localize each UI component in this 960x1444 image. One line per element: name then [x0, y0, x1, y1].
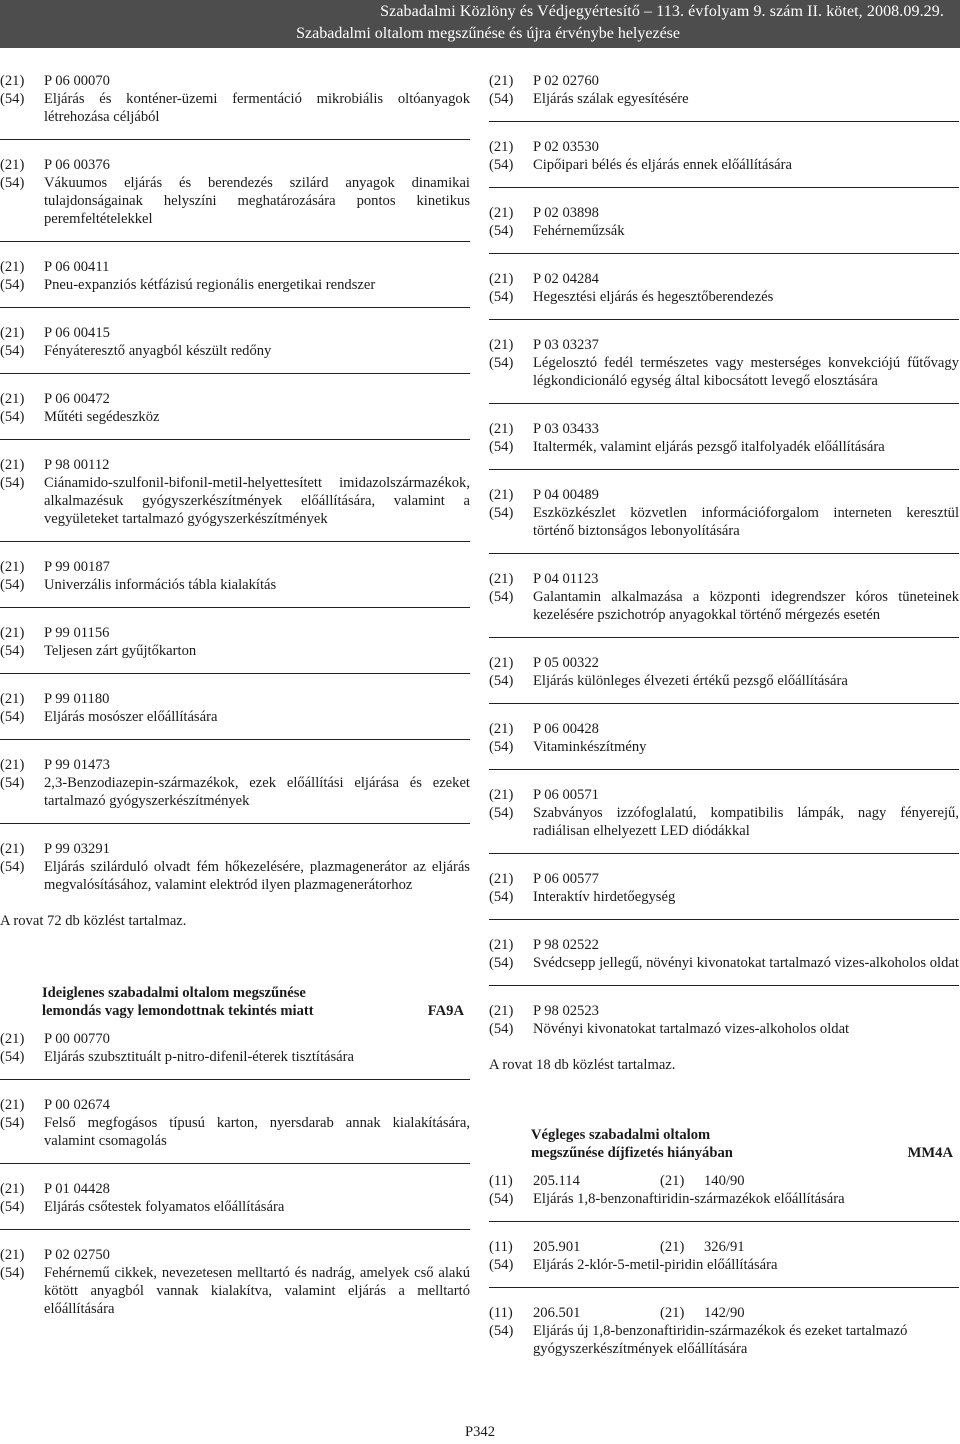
section-title	[42, 984, 470, 1020]
field-code: (21)	[660, 1305, 685, 1321]
field-code: (54)	[489, 889, 514, 905]
field-code: (11)	[489, 1239, 513, 1255]
field-value: Eljárás szubsztituált p-nitro-difenil-éterek tisztítására	[44, 1049, 354, 1065]
application-number: 140/90	[704, 1173, 745, 1189]
entry-line	[0, 1180, 470, 1198]
section-summary: A rovat 18 db közlést tartalmaz.	[489, 1057, 676, 1073]
separator-line	[489, 703, 959, 704]
field-value: Italtermék, valamint eljárás pezsgő italfolyadék előállítására	[533, 439, 885, 455]
field-value: Eljárás 2-klór-5-metil-piridin előállítására	[533, 1257, 778, 1273]
entry-line	[489, 570, 959, 588]
entry-line	[0, 1048, 470, 1066]
separator-line	[489, 319, 959, 320]
separator-line	[489, 769, 959, 770]
field-code: (21)	[489, 871, 514, 887]
field-code: (54)	[0, 409, 25, 425]
field-code: (21)	[660, 1239, 685, 1255]
field-code: (54)	[489, 1257, 514, 1273]
field-code: (21)	[489, 487, 514, 503]
field-value: P 06 00070	[44, 73, 110, 89]
entry-line	[0, 642, 470, 660]
field-code: (54)	[489, 805, 514, 821]
patent-entry	[489, 720, 959, 756]
field-value: Szabványos izzófoglalatú, kompatibilis lámpák, nagy fényerejű, radiálisan elhelyezett LED diódákkal	[533, 805, 959, 839]
field-code: (21)	[489, 937, 514, 953]
patent-entry	[0, 756, 470, 810]
field-code: (21)	[489, 73, 514, 89]
field-code: (54)	[489, 223, 514, 239]
field-code: (54)	[489, 589, 514, 605]
entry-line	[489, 738, 959, 756]
field-value: P 01 04428	[44, 1181, 110, 1197]
section-code: MM4A	[907, 1145, 953, 1161]
field-code: (21)	[489, 421, 514, 437]
field-code: (54)	[0, 643, 25, 659]
separator-line	[0, 541, 470, 542]
field-code: (11)	[489, 1305, 513, 1321]
separator-line	[0, 673, 470, 674]
field-value: P 98 02523	[533, 1003, 599, 1019]
separator-line	[0, 439, 470, 440]
patent-number: 205.114	[533, 1173, 580, 1189]
left-column	[0, 72, 470, 1318]
page-number: P342	[464, 1424, 495, 1440]
field-value: Vitaminkészítmény	[533, 739, 647, 755]
entry-line	[489, 786, 959, 804]
field-value: P 03 03237	[533, 337, 599, 353]
entry-line	[489, 156, 959, 174]
section-title-line1: Végleges szabadalmi oltalom	[531, 1127, 711, 1143]
field-value: Svédcsepp jellegű, növényi kivonatokat tartalmazó vizes-alkoholos oldat	[533, 955, 959, 971]
field-value: Interaktív hirdetőegység	[533, 889, 676, 905]
entry-line	[489, 1238, 959, 1256]
field-value: Eljárás csőtestek folyamatos előállítására	[44, 1199, 285, 1215]
field-code: (54)	[0, 1199, 25, 1215]
field-value: Teljesen zárt gyűjtőkarton	[44, 643, 197, 659]
section-title-line2: megszűnése díjfizetés hiányában	[531, 1145, 733, 1161]
field-value: P 02 02760	[533, 73, 599, 89]
entry-line	[489, 336, 959, 354]
entry-line	[0, 72, 470, 90]
section-title-line2: lemondás vagy lemondottnak tekintés miatt	[42, 1003, 314, 1019]
patent-entry	[0, 1180, 470, 1216]
application-number: 326/91	[704, 1239, 745, 1255]
patent-entry	[489, 486, 959, 540]
entry-line	[489, 870, 959, 888]
patent-entry	[0, 258, 470, 294]
patent-entry	[489, 786, 959, 840]
number-pair	[533, 1304, 745, 1322]
field-value: Fehérneműzsák	[533, 223, 625, 239]
field-value: P 06 00472	[44, 391, 110, 407]
field-value: P 99 01473	[44, 757, 110, 773]
patent-entry	[489, 1002, 959, 1038]
entry-line	[489, 936, 959, 954]
entry-line	[489, 954, 959, 972]
field-code: (21)	[489, 787, 514, 803]
field-code: (54)	[489, 439, 514, 455]
field-code: (54)	[0, 859, 25, 875]
separator-line	[0, 1229, 470, 1230]
patent-entry	[0, 558, 470, 594]
field-code: (54)	[0, 91, 25, 107]
field-code: (54)	[0, 577, 25, 593]
field-value: P 04 01123	[533, 571, 599, 587]
entry-line	[489, 1190, 959, 1208]
field-value: P 99 01156	[44, 625, 110, 641]
entry-line	[489, 420, 959, 438]
journal-title: Szabadalmi Közlöny és Védjegyértesítő – 113. évfolyam 9. szám II. kötet, 2008.09.29.	[380, 3, 944, 20]
field-code: (54)	[0, 1115, 25, 1131]
separator-line	[489, 985, 959, 986]
field-code: (21)	[0, 325, 25, 341]
separator-line	[489, 637, 959, 638]
field-code: (54)	[0, 775, 25, 791]
entry-line	[0, 708, 470, 726]
entry-line	[489, 1304, 959, 1322]
section-title-line1: Ideiglenes szabadalmi oltalom megszűnése	[42, 985, 306, 1001]
field-value: Eszközkészlet közvetlen információforgalom interneten keresztül történő biztonságos lebonyolítására	[533, 505, 959, 539]
patent-entry	[489, 654, 959, 690]
field-code: (21)	[0, 391, 25, 407]
separator-line	[0, 307, 470, 308]
separator-line	[489, 253, 959, 254]
separator-line	[489, 853, 959, 854]
patent-entry	[489, 270, 959, 306]
number-pair	[533, 1172, 745, 1190]
patent-number: 205.901	[533, 1239, 581, 1255]
field-value: P 99 01180	[44, 691, 110, 707]
patent-entry	[489, 138, 959, 174]
field-value: Hegesztési eljárás és hegesztőberendezés	[533, 289, 774, 305]
patent-entry	[489, 570, 959, 624]
field-code: (54)	[489, 1191, 514, 1207]
entry-line	[0, 1246, 470, 1264]
entry-line	[489, 888, 959, 906]
entry-line	[489, 204, 959, 222]
field-value: P 06 00415	[44, 325, 110, 341]
entry-line	[489, 804, 959, 840]
field-value: Eljárás 1,8-benzonaftiridin-származékok előállítására	[533, 1191, 845, 1207]
patent-entry	[489, 204, 959, 240]
patent-entry	[0, 1096, 470, 1150]
field-code: (21)	[660, 1173, 685, 1189]
patent-entry	[0, 624, 470, 660]
right-column	[489, 72, 959, 1358]
separator-line	[0, 607, 470, 608]
entry-line	[0, 1096, 470, 1114]
entry-line	[0, 624, 470, 642]
field-value: Felső megfogásos típusú karton, nyersdarab annak kialakítására, valamint csomagolás	[44, 1115, 470, 1149]
entry-line	[489, 438, 959, 456]
entry-line	[0, 258, 470, 276]
patent-entry	[0, 390, 470, 426]
patent-entry	[0, 324, 470, 360]
field-code: (21)	[0, 259, 25, 275]
entry-line	[0, 390, 470, 408]
entry-line	[489, 138, 959, 156]
entry-line	[489, 1322, 959, 1358]
field-code: (54)	[0, 277, 25, 293]
entry-line	[489, 1002, 959, 1020]
entry-line	[489, 672, 959, 690]
entry-line	[0, 1264, 470, 1318]
entry-line	[0, 840, 470, 858]
field-value: Pneu-expanziós kétfázisú regionális energetikai rendszer	[44, 277, 376, 293]
separator-line	[0, 1079, 470, 1080]
patent-entry	[489, 72, 959, 108]
entry-line	[0, 558, 470, 576]
field-value: P 06 00577	[533, 871, 599, 887]
field-value: P 02 02750	[44, 1247, 110, 1263]
patent-entry	[489, 336, 959, 390]
patent-entry	[489, 1304, 959, 1358]
entry-line	[0, 408, 470, 426]
field-code: (54)	[0, 1265, 25, 1281]
field-code: (21)	[0, 157, 25, 173]
patent-entry	[489, 870, 959, 906]
patent-number: 206.501	[533, 1305, 581, 1321]
field-value: P 99 00187	[44, 559, 110, 575]
field-value: Eljárás szálak egyesítésére	[533, 91, 689, 107]
separator-line	[489, 553, 959, 554]
entry-line	[0, 342, 470, 360]
separator-line	[489, 919, 959, 920]
separator-line	[0, 739, 470, 740]
field-value: P 99 03291	[44, 841, 110, 857]
field-code: (21)	[0, 841, 25, 857]
section-title	[531, 1126, 959, 1162]
entry-line	[0, 324, 470, 342]
entry-line	[489, 654, 959, 672]
separator-line	[0, 139, 470, 140]
entry-line	[489, 588, 959, 624]
field-value: Cipőipari bélés és eljárás ennek előállítására	[533, 157, 792, 173]
entry-line	[0, 174, 470, 228]
separator-line	[0, 1163, 470, 1164]
field-value: Vákuumos eljárás és berendezés szilárd anyagok dinamikai tulajdonságainak helyszíni meghatározására pontos kinetikus peremfeltételekkel	[44, 175, 470, 227]
entry-line	[0, 576, 470, 594]
field-value: Fehérnemű cikkek, nevezetesen melltartó és nadrág, amelyek cső alakú kötött anyagból vannak kialakítva, valamint eljárás a melltartó előállítására	[44, 1265, 470, 1317]
entry-line	[0, 474, 470, 528]
entry-line	[489, 90, 959, 108]
field-value: P 06 00376	[44, 157, 110, 173]
entry-line	[0, 690, 470, 708]
entry-line	[0, 276, 470, 294]
patent-entry	[0, 72, 470, 126]
entry-line	[0, 774, 470, 810]
field-code: (54)	[489, 1021, 514, 1037]
separator-line	[489, 469, 959, 470]
entry-line	[0, 858, 470, 894]
entry-line	[489, 1256, 959, 1274]
field-value: Univerzális információs tábla kialakítás	[44, 577, 277, 593]
field-value: 2,3-Benzodiazepin-származékok, ezek előállítási eljárása és ezeket tartalmazó gyógyszerkészítmények	[44, 775, 470, 809]
field-code: (54)	[489, 157, 514, 173]
field-code: (21)	[0, 625, 25, 641]
field-value: P 02 03898	[533, 205, 599, 221]
page-header	[0, 0, 960, 48]
field-value: P 06 00411	[44, 259, 110, 275]
field-code: (54)	[489, 355, 514, 371]
field-code: (21)	[0, 457, 25, 473]
entry-line	[0, 756, 470, 774]
patent-entry	[489, 936, 959, 972]
field-code: (21)	[489, 271, 514, 287]
entry-line	[0, 1198, 470, 1216]
patent-entry	[0, 690, 470, 726]
field-code: (54)	[0, 1049, 25, 1065]
separator-line	[489, 121, 959, 122]
separator-line	[0, 823, 470, 824]
patent-entry	[0, 1030, 470, 1066]
field-code: (54)	[489, 673, 514, 689]
field-code: (54)	[489, 739, 514, 755]
field-code: (21)	[0, 1031, 25, 1047]
separator-line	[0, 241, 470, 242]
field-value: P 06 00571	[533, 787, 599, 803]
section-summary: A rovat 72 db közlést tartalmaz.	[0, 913, 187, 929]
field-value: P 00 02674	[44, 1097, 110, 1113]
field-value: P 04 00489	[533, 487, 599, 503]
entry-line	[489, 222, 959, 240]
field-code: (11)	[489, 1173, 513, 1189]
field-value: Ciánamido-szulfonil-bifonil-metil-helyettesített imidazolszármazékok, alkalmazésuk gyógyszerkészítmények előállítására, valamint a vegyületeket tartalmazó gyógyszerkészítmények	[44, 475, 470, 527]
field-value: P 02 04284	[533, 271, 599, 287]
separator-line	[0, 373, 470, 374]
field-code: (21)	[0, 757, 25, 773]
entry-line	[489, 354, 959, 390]
field-value: P 98 02522	[533, 937, 599, 953]
patent-entry	[489, 1238, 959, 1274]
separator-line	[489, 1287, 959, 1288]
field-value: P 06 00428	[533, 721, 599, 737]
field-code: (21)	[489, 655, 514, 671]
field-code: (54)	[0, 343, 25, 359]
section-code: FA9A	[427, 1003, 464, 1019]
application-number: 142/90	[704, 1305, 745, 1321]
field-value: P 00 00770	[44, 1031, 110, 1047]
field-value: Eljárás mosószer előállítására	[44, 709, 218, 725]
separator-line	[489, 1221, 959, 1222]
entry-line	[489, 270, 959, 288]
separator-line	[489, 403, 959, 404]
field-code: (54)	[0, 175, 25, 191]
field-value: Eljárás és konténer-üzemi fermentáció mikrobiális oltóanyagok létrehozása céljából	[44, 91, 470, 125]
field-code: (21)	[0, 559, 25, 575]
patent-entry	[489, 420, 959, 456]
entry-line	[0, 1030, 470, 1048]
field-code: (54)	[489, 505, 514, 521]
field-value: Galantamin alkalmazása a központi idegrendszer kóros tüneteinek kezelésére pszichotróp anyagokkal történő mérgezés esetén	[533, 589, 959, 623]
entry-line	[489, 504, 959, 540]
field-code: (21)	[489, 1003, 514, 1019]
field-code: (21)	[489, 337, 514, 353]
field-code: (54)	[489, 289, 514, 305]
patent-entry	[0, 456, 470, 528]
field-code: (21)	[489, 571, 514, 587]
field-value: P 02 03530	[533, 139, 599, 155]
field-code: (21)	[0, 691, 25, 707]
field-code: (21)	[0, 73, 25, 89]
separator-line	[489, 187, 959, 188]
entry-line	[0, 1114, 470, 1150]
field-value: Eljárás szilárduló olvadt fém hőkezelésére, plazmagenerátor az eljárás megvalósításához, valamint elektród ilyen plazmagenerátorhoz	[44, 859, 470, 893]
entry-line	[0, 90, 470, 126]
field-value: P 03 03433	[533, 421, 599, 437]
field-value: Növényi kivonatokat tartalmazó vizes-alkoholos oldat	[533, 1021, 850, 1037]
field-code: (21)	[0, 1097, 25, 1113]
entry-line	[489, 1172, 959, 1190]
field-code: (21)	[489, 721, 514, 737]
field-code: (54)	[489, 91, 514, 107]
field-code: (21)	[0, 1181, 25, 1197]
field-code: (54)	[489, 955, 514, 971]
field-code: (21)	[489, 205, 514, 221]
field-value: Eljárás új 1,8-benzonaftiridin-származékok és ezeket tartalmazó gyógyszerkészítmények előállítására	[533, 1323, 908, 1357]
entry-line	[489, 72, 959, 90]
entry-line	[489, 486, 959, 504]
patent-entry	[0, 1246, 470, 1318]
field-value: Műtéti segédeszköz	[44, 409, 160, 425]
entry-line	[489, 288, 959, 306]
field-value: Fényáteresztő anyagból készült redőny	[44, 343, 272, 359]
field-code: (54)	[0, 709, 25, 725]
field-code: (54)	[489, 1323, 514, 1339]
field-code: (21)	[489, 139, 514, 155]
field-value: Légelosztó fedél természetes vagy mesterséges konvekciójú fűtővagy légkondicionáló egység által kibocsátott levegő elosztására	[533, 355, 959, 389]
section-heading: Szabadalmi oltalom megszűnése és újra érvénybe helyezése	[296, 25, 680, 42]
patent-entry	[0, 840, 470, 894]
entry-line	[0, 156, 470, 174]
number-pair	[533, 1238, 745, 1256]
field-code: (54)	[0, 475, 25, 491]
field-code: (21)	[0, 1247, 25, 1263]
entry-line	[489, 720, 959, 738]
entry-line	[489, 1020, 959, 1038]
entry-line	[0, 456, 470, 474]
patent-entry	[489, 1172, 959, 1208]
field-value: P 05 00322	[533, 655, 599, 671]
field-value: Eljárás különleges élvezeti értékű pezsgő előállítására	[533, 673, 848, 689]
field-value: P 98 00112	[44, 457, 110, 473]
patent-entry	[0, 156, 470, 228]
